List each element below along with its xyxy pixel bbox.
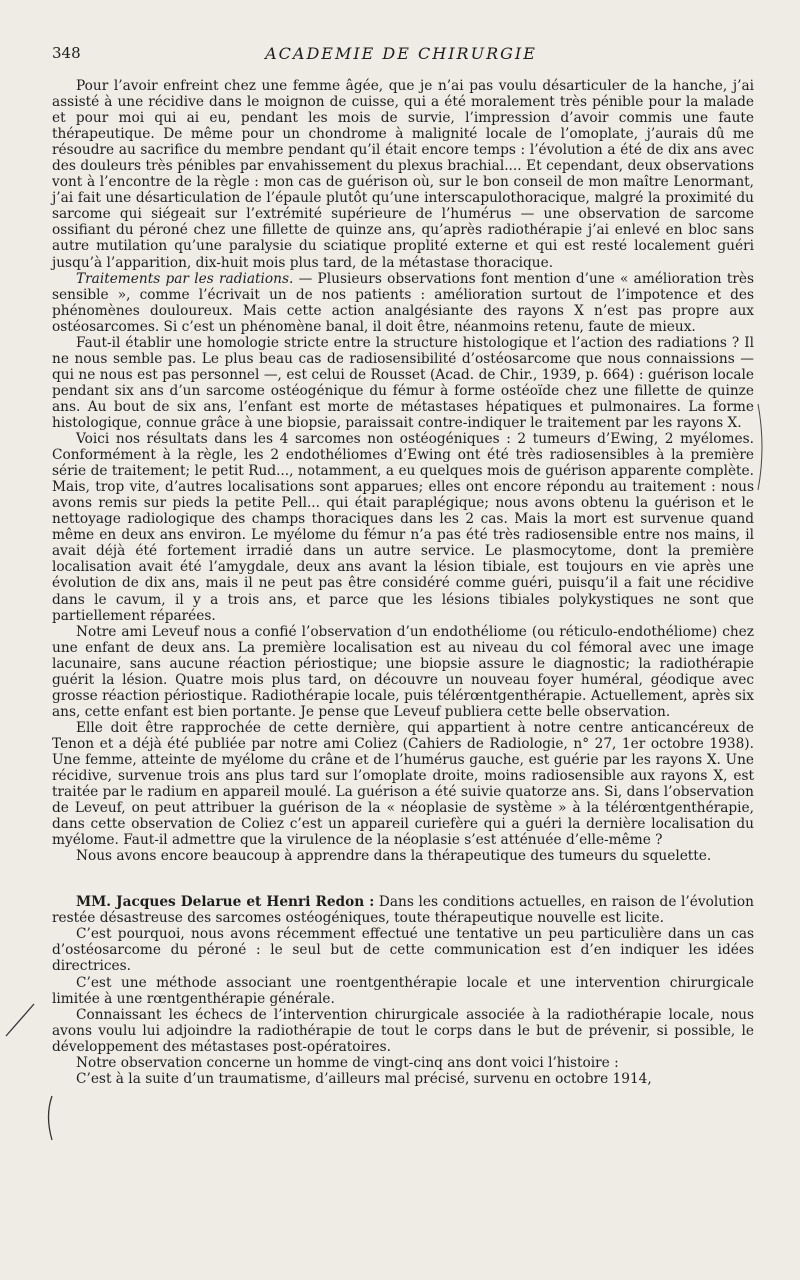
paragraph-text: C’est pourquoi, nous avons récemment effectué une tentative un peu particulière dans un cas d’ostéosarcome du péroné : le seul but de cette communication est d’en indiquer les idées directrices.: [52, 926, 754, 975]
paragraph: [52, 431, 754, 624]
paragraph: [52, 848, 754, 864]
paragraph-text: C’est une méthode associant une roentgenthérapie locale et une intervention chirurgicale limitée à une rœntgenthérapie générale.: [52, 974, 754, 1007]
paragraph: [52, 720, 754, 848]
paragraph: [52, 271, 754, 335]
paragraph-text: — Plusieurs observations font mention d’une « amélioration très sensible », comme l’écrivait un de nos patients : amélioration surtout de l’impotence et des phénomènes douloureux. Mais cette action analgésiante des rayons X n’est pas propre aux ostéosarcomes. Si c’est un phénomène banal, il doit être, néanmoins retenu, faute de mieux.: [52, 270, 754, 335]
paragraph-text: Pour l’avoir enfreint chez une femme âgée, que je n’ai pas voulu désarticuler de la hanche, j’ai assisté à une récidive dans le moignon de cuisse, qui a été moralement très pénible pour la malade et pour moi qui ai eu, pendant les mois de survie, l’impression d’avoir commis une faute thérapeutique. De même pour un chondrome à malignité locale de l’omoplate, j’aurais dû me résoudre au sacrifice du membre pendant qu’il était encore temps : l’évolution a été de dix ans avec des douleurs très pénibles par envahissement du plexus brachial.... Et cependant, deux observations vont à l’encontre de la règle : mon cas de guérison où, sur le bon conseil de mon maître Lenormant, j’ai fait une désarticulation de l’épaule plutôt qu’une interscapulothoracique, malgré la proximité du sarcome qui siégeait sur l’extrémité supérieure de l’humérus — une observation de sarcome ossifiant du péroné chez une fillette de quinze ans, qu’après radiothérapie j’ai enlevé en bloc sans autre mutilation qu’une paralysie du sciatique proplité externe et qui est resté localement guéri jusqu’à l’apparition, dix-huit mois plus tard, de la métastase thoracique.: [52, 78, 754, 271]
margin-pencil-mark: [4, 1000, 36, 1040]
article-body: [52, 78, 754, 1087]
paragraph: [52, 335, 754, 431]
paragraph-text: Voici nos résultats dans les 4 sarcomes non ostéogéniques : 2 tumeurs d’Ewing, 2 myélomes. Conformément à la règle, les 2 endothéliomes d’Ewing ont été très radiosensibles à la première série de traitement; le petit Rud..., notamment, a eu quelques mois de guérison apparente complète. Mais, trop vite, d’autres localisations sont apparues; elles ont encore répondu au traitement : nous avons remis sur pieds la petite Pell... qui était paraplégique; nous avons obtenu la guérison et le nettoyage radiologique des champs thoraciques dans les 2 cas. Mais la mort est survenue quand même en deux ans environ. Le myélome du fémur n’a pas été très radiosensible entre nos mains, il avait déjà été fortement irradié dans un autre service. Le plasmocytome, dont la première localisation avait été l’amygdale, deux ans avant la lésion tibiale, est toujours en vie après une évolution de dix ans, mais il ne peut pas être considéré comme guéri, puisqu’il a fait une récidive dans le cavum, il y a trois ans, et parce que les lésions tibiales polykystiques ne sont que partiellement réparées.: [52, 431, 754, 624]
paragraph: [52, 1007, 754, 1055]
page-header: [52, 44, 750, 68]
margin-bracket-right-mark: [756, 402, 768, 492]
page-number: 348: [52, 44, 81, 62]
paragraph: [52, 894, 754, 926]
paragraph: [52, 78, 754, 271]
paragraph: [52, 1071, 754, 1087]
paragraph: [52, 1055, 754, 1071]
paragraph-text: Elle doit être rapprochée de cette dernière, qui appartient à notre centre anticancéreux de Tenon et a déjà été publiée par notre ami Coliez (Cahiers de Radiologie, n° 27, 1er octobre 1938). Une femme, atteinte de myélome du crâne et de l’humérus gauche, est guérie par les rayons X. Une récidive, survenue trois ans plus tard sur l’omoplate droite, moins radiosensible aux rayons X, est traitée par le radium en appareil moulé. La guérison a été suivie quatorze ans. Si, dans l’observation de Leveuf, on peut attribuer la guérison de la « néoplasie de système » à la télérœntgenthérapie, dans cette observation de Coliez c’est un appareil curiefère qui a guéri la dernière localisation du myélome. Faut-il admettre que la virulence de la néoplasie s’est atténuée d’elle-même ?: [52, 719, 754, 849]
running-title: ACADEMIE DE CHIRURGIE: [265, 44, 537, 63]
paragraph: [52, 624, 754, 720]
paragraph-lead: Traitements par les radiations.: [76, 270, 294, 287]
paragraph-text: Dans les conditions actuelles, en raison de l’évolution restée désastreuse des sarcomes ostéogéniques, toute thérapeutique nouvelle est licite.: [52, 894, 754, 927]
paragraph-text: C’est à la suite d’un traumatisme, d’ailleurs mal précisé, survenu en octobre 1914,: [76, 1070, 652, 1087]
paragraph-text: Notre observation concerne un homme de vingt-cinq ans dont voici l’histoire :: [76, 1054, 619, 1071]
paragraph-text: Connaissant les échecs de l’intervention chirurgicale associée à la radiothérapie locale, nous avons voulu lui adjoindre la radiothérapie de tout le corps dans le but de prévenir, si possible, le développement des métastases post-opératoires.: [52, 1006, 754, 1055]
margin-bracket-mark: [44, 1094, 54, 1142]
paragraph: [52, 975, 754, 1007]
paragraph-text: Notre ami Leveuf nous a confié l’observation d’un endothéliome (ou réticulo-endothéliome) chez une enfant de deux ans. La première localisation est au niveau du col fémoral avec une image lacunaire, sans aucune réaction périostique; une biopsie assure le diagnostic; la radiothérapie guérit la lésion. Quatre mois plus tard, on découvre un nouveau foyer huméral, géodique avec grosse réaction périostique. Radiothérapie locale, puis télérœntgenthérapie. Actuellement, après six ans, cette enfant est bien portante. Je pense que Leveuf publiera cette belle observation.: [52, 623, 754, 720]
paragraph: [52, 926, 754, 974]
paragraph-lead: MM. Jacques Delarue et Henri Redon :: [76, 894, 375, 911]
paragraph-text: Nous avons encore beaucoup à apprendre dans la thérapeutique des tumeurs du squelette.: [76, 848, 712, 865]
paragraph-text: Faut-il établir une homologie stricte entre la structure histologique et l’action des radiations ? Il ne nous semble pas. Le plus beau cas de radiosensibilité d’ostéosarcome que nous connaissions — qui ne nous est pas personnel —, est celui de Rousset (Acad. de Chir., 1939, p. 664) : guérison locale pendant six ans d’un sarcome ostéogénique du fémur à forme ostéoïde chez une fillette de quinze ans. Au bout de six ans, l’enfant est morte de métastases hépatiques et pulmonaires. La forme histologique, connue grâce à une biopsie, paraissait contre-indiquer le traitement par les rayons X.: [52, 334, 754, 431]
